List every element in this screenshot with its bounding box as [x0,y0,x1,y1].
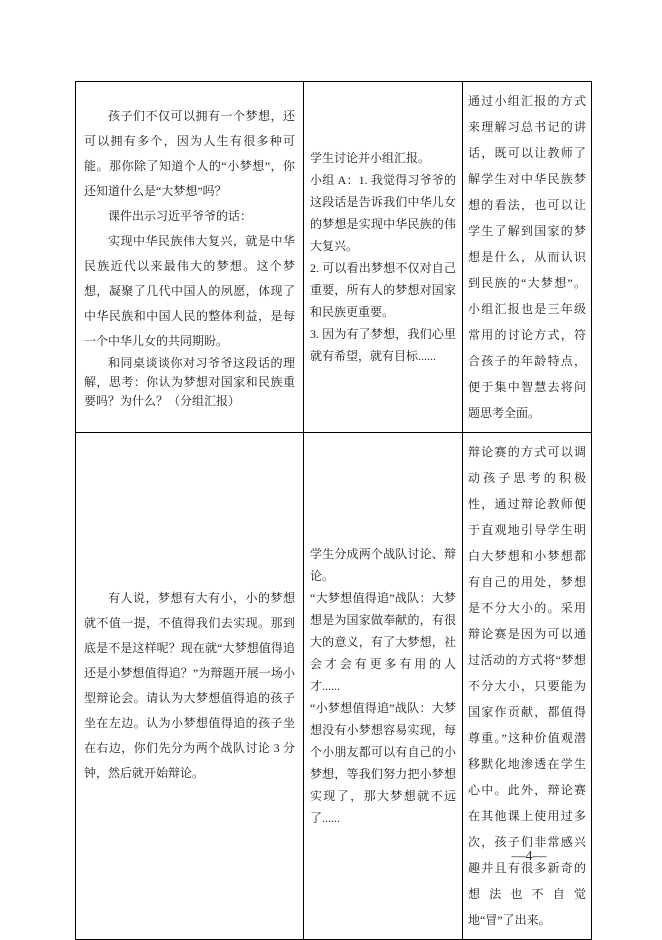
paragraph: 3. 因为有了梦想，我们心里就有希望，就有目标...... [310,327,456,363]
paragraph: 实现中华民族伟大复兴，就是中华民族近代以来最伟大的梦想。这个梦想，凝聚了几代中国人的夙愿，体现了中华民族和中国人民的整体利益，是每一个中华儿女的共同期盼。 [84,233,295,348]
page-number: —4— [511,849,547,864]
cell-design-intent-row1 [463,82,592,433]
paragraph: “小梦想值得追”战队：大梦想没有小梦想容易实现，每个小朋友都可以有自己的小梦想，等我们努力把小梦想实现了，那大梦想就不远了...... [310,701,456,825]
cell-student-activity-row1 [304,82,463,433]
paragraph: 有人说，梦想有大有小，小的梦想就不值一提，不值得我们去实现。那到底是不是这样呢？现在就“大梦想值得追还是小梦想值得追？”为辩题开展一场小型辩论会。请认为大梦想值得追的孩子坐在左边。认为小梦想值得追的孩子坐在右边，你们先分为两个战队讨论 3 分钟，然后就开始辩论。 [84,591,295,780]
paragraph: 2. 可以看出梦想不仅对自己重要，所有人的梦想对国家和民族更重要。 [310,261,456,319]
paragraph: 辩论赛的方式可以调动孩子思考的积极性，通过辩论教师便于直观地引导学生明白大梦想和小梦想都有自己的用处，梦想是不分大小的。采用辩论赛是因为可以通过活动的方式将“梦想不分大小，只要能为国家作贡献，都值得尊重。”这种价值观潜移默化地渗透在学生心中。此外，辩论赛在其他课上使用过多次，孩子们非常感兴趣并且有很多新奇的想法也不自觉地“冒”了出来。 [468,445,586,927]
paragraph: 学生讨论并小组汇报。 [310,151,431,165]
paragraph: 课件出示习近平爷爷的话： [108,208,253,223]
cell-teaching-process-row2 [76,433,304,940]
paragraph: 和同桌谈谈你对习爷爷这段话的理解，思考：你认为梦想对国家和民族重要吗？为什么？（分组汇报） [84,355,295,408]
paragraph: 通过小组汇报的方式来理解习总书记的讲话，既可以让教师了解学生对中华民族梦想的看法，也可以让学生了解到国家的梦想是什么，从而认识到民族的“大梦想”。小组汇报也是三年级常用的讨论方式，符合孩子的年龄特点，便于集中智慧去将问题思考全面。 [468,94,586,420]
paragraph: “大梦想值得追”战队：大梦想是为国家做奉献的，有很大的意义，有了大梦想，社会才会有更多有用的人才...... [310,591,456,693]
paragraph: 小组 A：1. 我觉得习爷爷的这段话是告诉我们中华儿女的梦想是实现中华民族的伟大复兴。 [310,173,456,253]
table-row-1 [76,82,592,433]
lesson-plan-table [75,81,592,940]
cell-student-activity-row2 [304,433,463,940]
paragraph: 孩子们不仅可以拥有一个梦想，还可以拥有多个，因为人生有很多种可能。那你除了知道个人的“小梦想”，你还知道什么是“大梦想”吗？ [84,108,295,198]
cell-teaching-process-row1 [76,82,304,433]
paragraph: 学生分成两个战队讨论、辩论。 [310,547,456,583]
